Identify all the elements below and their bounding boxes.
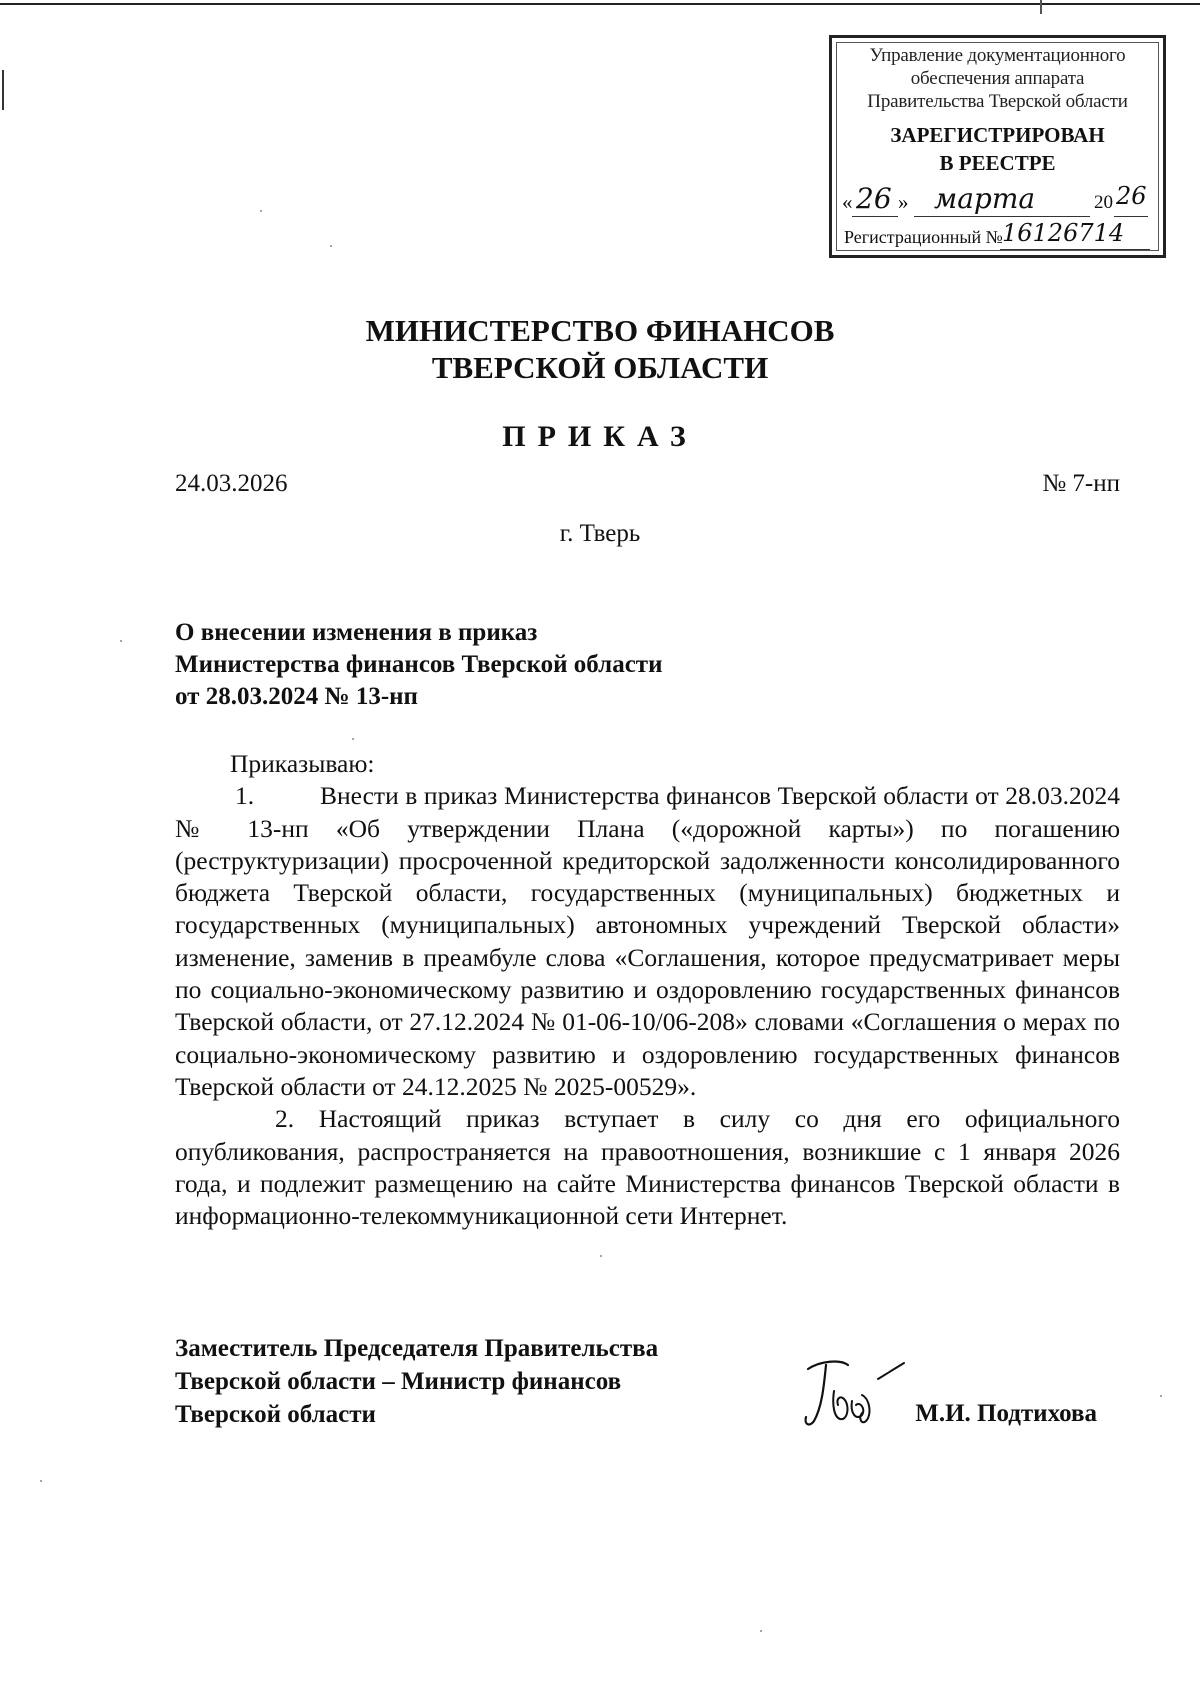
stamp-department-line: Управление документационного [869,45,1126,66]
ministry-title-line2: ТВЕРСКОЙ ОБЛАСТИ [431,350,769,385]
order-item-1-text: Внести в приказ Министерства финансов Тверской области от 28.03.2024 № 13-нп «Об утверждении Плана («дорожной карты») по погашению (реструктуризации) просроченной кредиторской задолженности консолидированного бюджета Тверской области, государственных (муниципальных) бюджетных и государственных (муниципальных) автономных учреждений Тверской области» изменение, заменив в преамбуле слова «Соглашения, которое предусматривает меры по социально-экономическому развитию и оздоровлению государственных финансов Тверской области, от 27.12.2024 № 01-06-10/06-208» словами «Соглашения о мерах по социально-экономическому развитию и оздоровлению государственных финансов Тверской области от 24.12.2025 № 2025-00529». [175,781,1120,1101]
stamp-registered [832,121,1163,177]
stamp-date-month: марта [934,182,1036,215]
scan-speck [40,1480,42,1482]
order-item-1 [175,780,1120,1103]
scan-speck [1160,1395,1162,1397]
order-subject [175,617,663,713]
stamp-date-year-prefix: 20 [1094,192,1113,213]
handwritten-signature [800,1355,910,1435]
order-item-1-number: 1. [235,781,255,811]
scan-speck [330,245,332,247]
subject-line: Министерства финансов Тверской области [175,651,663,678]
stamp-department-line: обеспечения аппарата [910,68,1085,89]
stamp-reg-number-value: 16126714 [1002,219,1125,247]
stamp-registered-line: ЗАРЕГИСТРИРОВАН [890,123,1105,147]
ministry-title-line1: МИНИСТЕРСТВО ФИНАНСОВ [365,313,835,348]
signer-position-line: Тверской области – Министр финансов [175,1368,622,1395]
stamp-date: « 26 » марта 20 26 [842,182,1147,215]
scan-speck [760,1630,762,1632]
order-number: № 7-нп [1042,470,1120,497]
registration-stamp [829,35,1166,258]
stamp-registered-line: В РЕЕСТРЕ [939,151,1056,175]
scan-speck [352,738,354,740]
stamp-date-day: 26 [856,182,892,215]
scan-edge-top [0,3,1200,5]
scan-speck [260,210,262,212]
signer-name: М.И. Подтихова [915,1400,1097,1427]
stamp-date-year-suffix: 26 [1116,182,1147,210]
order-city: г. Тверь [559,520,641,547]
signer-position [175,1332,658,1431]
signer-position-line: Тверской области [175,1401,376,1428]
signer-position-line: Заместитель Председателя Правительства [175,1335,659,1362]
stamp-reg-number [842,219,1152,253]
order-lead: Приказываю: [230,749,375,778]
scan-speck [120,640,122,642]
subject-line: О внесении изменения в приказ [175,619,538,646]
stamp-reg-number-label: Регистрационный № [844,227,1003,247]
scan-edge-left [2,70,4,110]
stamp-department-line: Правительства Тверской области [867,91,1128,112]
order-item-2: 2. Настоящий приказ вступает в силу со дня его официального опубликования, распространяется на правоотношения, возникшие с 1 января 2026 года, и подлежит размещению на сайте Министерства финансов Тверской области в информационно-телекоммуникационной сети Интернет. [175,1104,1120,1231]
order-date: 24.03.2026 [175,470,288,497]
order-body [175,748,1120,1232]
scan-mark [1040,0,1042,14]
document-type-title: ПРИКАЗ [502,420,698,453]
subject-line: от 28.03.2024 № 13-нп [175,683,418,710]
scan-speck [600,1255,602,1257]
stamp-department [832,44,1163,113]
